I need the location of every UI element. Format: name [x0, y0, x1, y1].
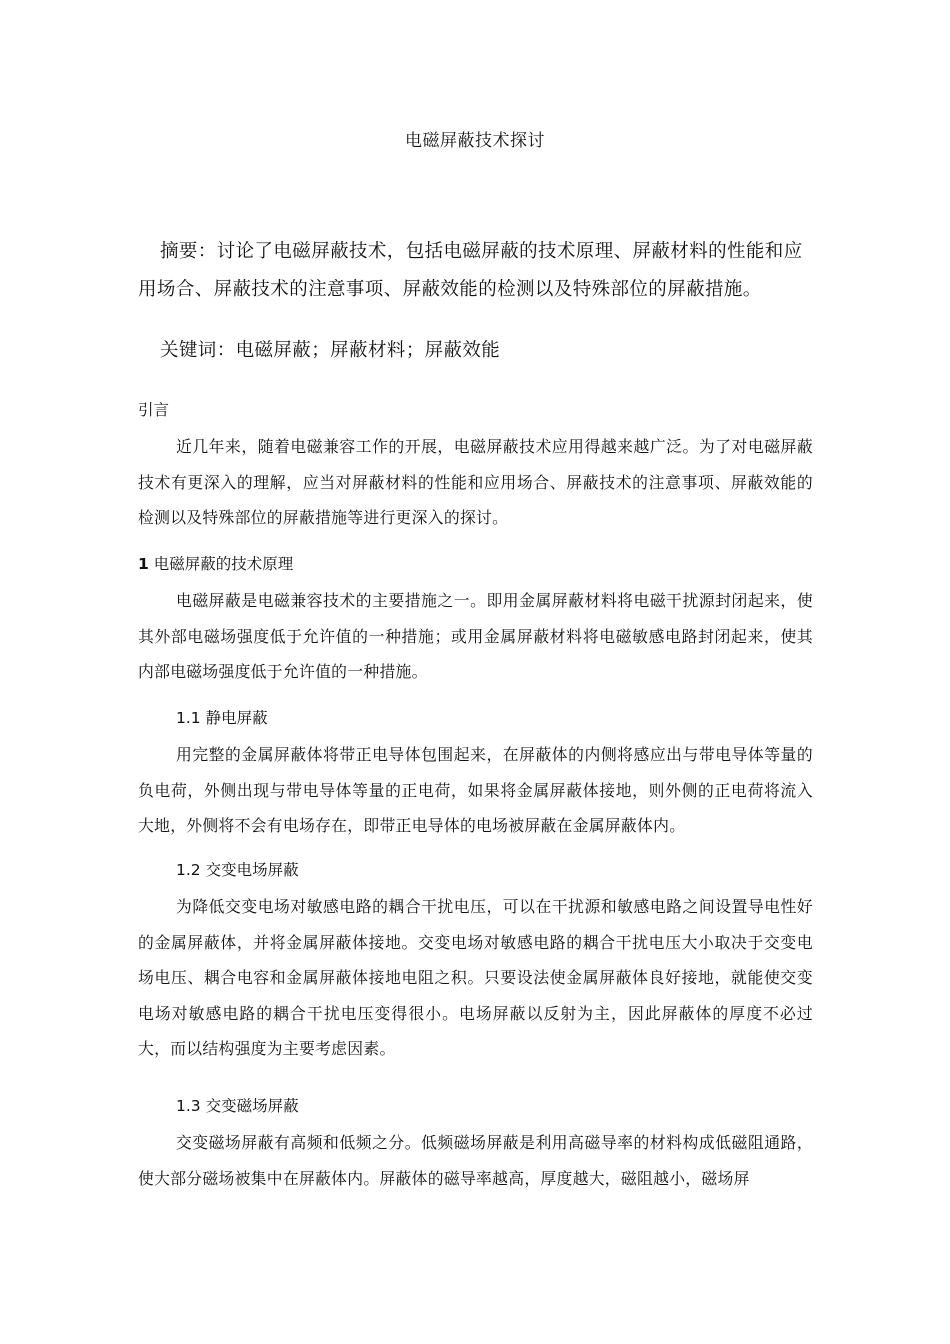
section-1-1-heading: 1.1 静电屏蔽 — [176, 709, 268, 727]
keywords-block — [160, 337, 810, 365]
section-1-heading — [138, 552, 818, 576]
section-1-2-heading: 1.2 交变电场屏蔽 — [176, 861, 299, 879]
section-1-paragraph: 电磁屏蔽是电磁兼容技术的主要措施之一。即用金属屏蔽材料将电磁干扰源封闭起来，使其外部电磁场强度低于允许值的一种措施；或用金属屏蔽材料将电磁敏感电路封闭起来，使其内部电磁场强度低于允许值的一种措施。 — [138, 591, 813, 681]
section-1-2-paragraph: 为降低交变电场对敏感电路的耦合干扰电压，可以在干扰源和敏感电路之间设置导电性好的金属屏蔽体，并将金属屏蔽体接地。交变电场对敏感电路的耦合干扰电压大小取决于交变电场电压、耦合电容和金属屏蔽体接地电阻之积。只要设法使金属屏蔽体良好接地，就能使交变电场对敏感电路的耦合干扰电压变得很小。电场屏蔽以反射为主，因此屏蔽体的厚度不必过大，而以结构强度为主要考虑因素。 — [138, 897, 813, 1058]
document-title: 电磁屏蔽技术探讨 — [405, 131, 545, 151]
keywords-label: 关键词： — [160, 340, 236, 361]
abstract-text: 讨论了电磁屏蔽技术，包括电磁屏蔽的技术原理、屏蔽材料的性能和应用场合、屏蔽技术的注意事项、屏蔽效能的检测以及特殊部位的屏蔽措施。 — [138, 241, 803, 300]
intro-paragraph: 近几年来，随着电磁兼容工作的开展，电磁屏蔽技术应用得越来越广泛。为了对电磁屏蔽技术有更深入的理解，应当对屏蔽材料的性能和应用场合、屏蔽技术的注意事项、屏蔽效能的检测以及特殊部位的屏蔽措施等进行更深入的探讨。 — [138, 437, 813, 527]
keywords-text: 电磁屏蔽；屏蔽材料；屏蔽效能 — [235, 340, 501, 361]
section-1-3-paragraph: 交变磁场屏蔽有高频和低频之分。低频磁场屏蔽是利用高磁导率的材料构成低磁阻通路，使大部分磁场被集中在屏蔽体内。屏蔽体的磁导率越高，厚度越大，磁阻越小，磁场屏 — [138, 1133, 813, 1188]
intro-heading: 引言 — [138, 401, 170, 419]
abstract-block — [138, 233, 813, 309]
section-1-1-paragraph: 用完整的金属屏蔽体将带正电导体包围起来，在屏蔽体的内侧将感应出与带电导体等量的负电荷，外侧出现与带电导体等量的正电荷，如果将金属屏蔽体接地，则外侧的正电荷将流入大地，外侧将不会有电场存在，即带正电导体的电场被屏蔽在金属屏蔽体内。 — [138, 745, 813, 835]
section-1-3-heading: 1.3 交变磁场屏蔽 — [176, 1097, 299, 1115]
section-1-number: 1 — [138, 555, 149, 573]
section-1-title: 电磁屏蔽的技术原理 — [148, 555, 294, 573]
abstract-label: 摘要： — [160, 241, 217, 262]
